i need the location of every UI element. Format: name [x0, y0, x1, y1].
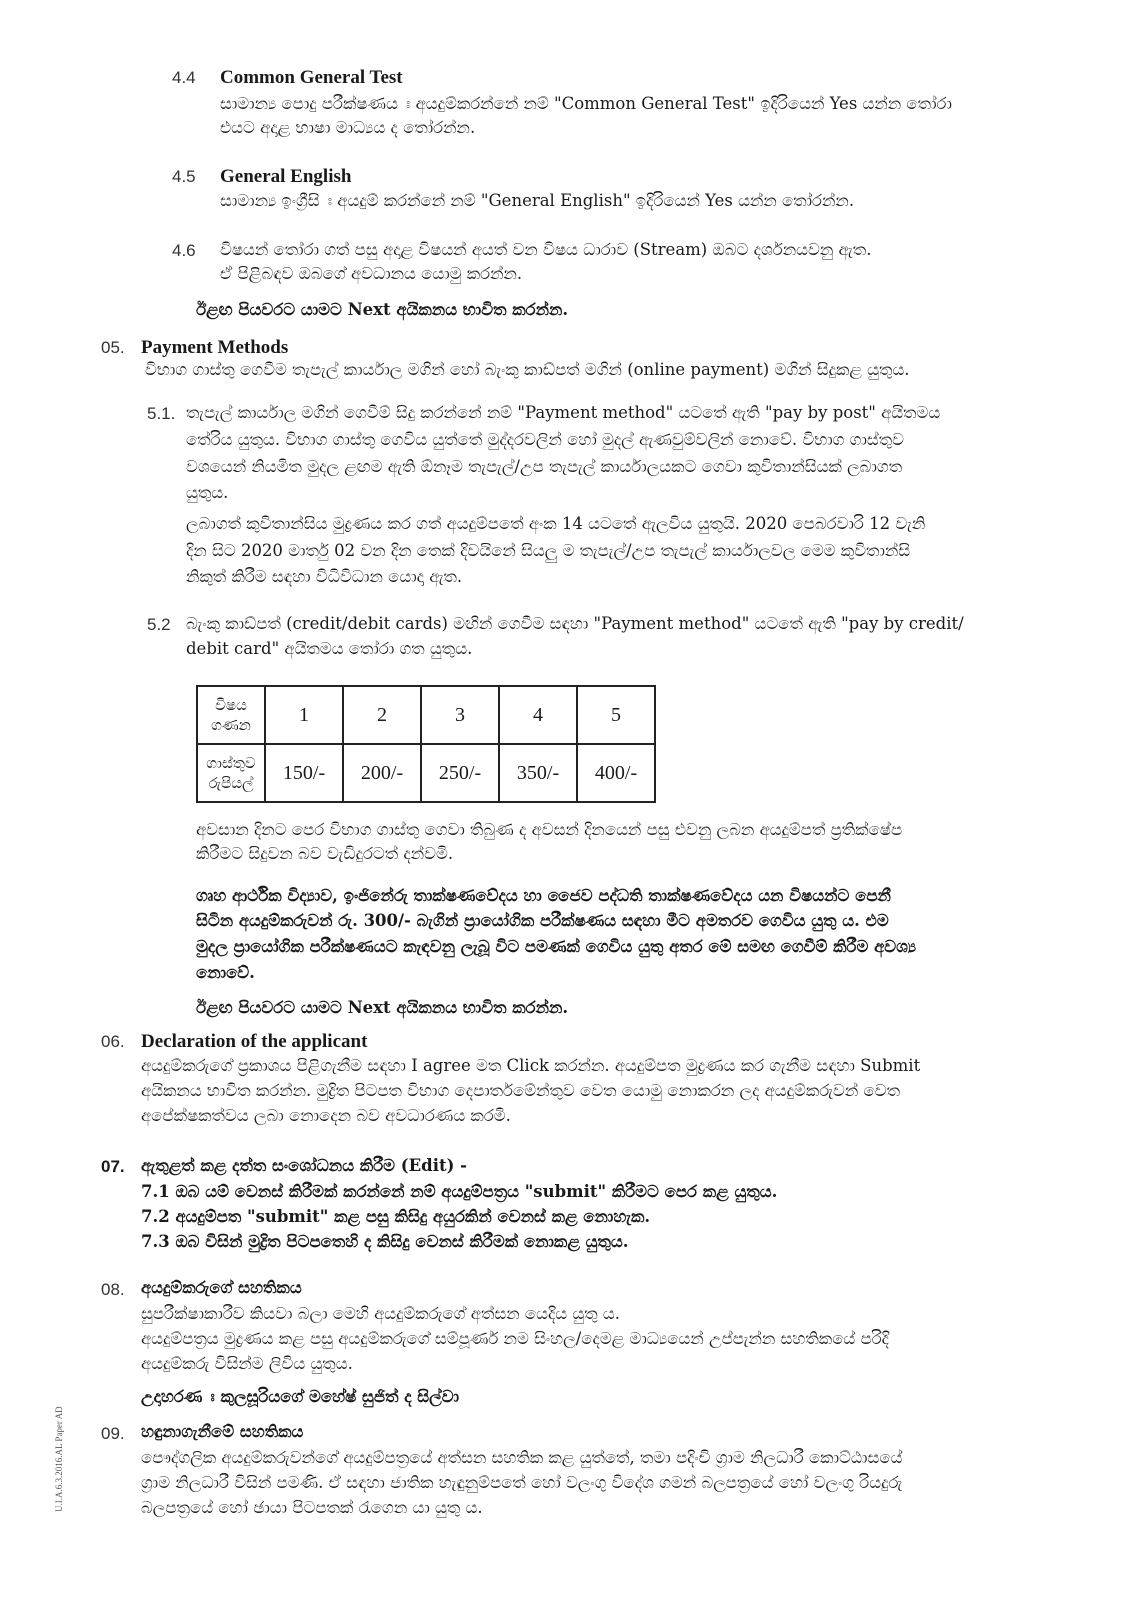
section-number: 4.6: [172, 241, 196, 260]
paragraph-line: තේරිය යුතුය. විභාග ගාස්තු ගෙවිය යුත්තේ මුද්දරවලින් හෝ මුදල් ඇණවුම්වලින් නොවේ. විභාග ගාස්තුව: [186, 430, 905, 449]
paragraph-line: තැපැල් කාර්යාල මගින් ගෙවීම් සිදු කරන්නේ නම් "Payment method" යටතේ ඇති "pay by post" අයිතමය: [186, 403, 941, 422]
paragraph-line: සාමාන්‍ය ඉංග්‍රීසි ඃ අයදුම් කරන්නේ නම් "General English" ඉදිරියෙන් Yes යන්න තෝරන්න.: [220, 191, 855, 210]
section-title: Payment Methods: [141, 337, 289, 358]
table-cell: 250/-: [421, 744, 499, 802]
section-number: 4.4: [172, 68, 196, 87]
table-cell: 4: [499, 686, 577, 744]
paragraph-line: debit card" අයිතමය තෝරා ගත යුතුය.: [186, 639, 473, 658]
paragraph-line: විභාග ගාස්තු ගෙවීම තැපැල් කාර්යාල මගින් හෝ බැංකු කාඩ්පත් මගින් (online payment) මගින් සිදුකළ යුතුය.: [145, 360, 910, 379]
paragraph-line: දින සිට 2020 මාර්තු 02 වන දින තෙක් දිවයිනේ සියලු ම තැපැල්/උප තැපැල් කාර්යාලවල මෙම කුවිතාන්සි: [186, 541, 911, 560]
table-cell: 3: [421, 686, 499, 744]
table-row-label: විෂය ගණන: [197, 686, 265, 744]
section-number: 06.: [101, 1032, 125, 1051]
paragraph-line: අයදුම්කරුගේ ප්‍රකාශය පිළිගැනීම සඳහා I agree මත Click කරන්න. අයදුම්පත මුද්‍රණය කර ගැනීම සඳහා Submit: [141, 1056, 921, 1075]
table-cell: 150/-: [265, 744, 343, 802]
paragraph-line: බලපත්‍රයේ හෝ ඡායා පිටපතක් රැගෙන යා යුතු ය.: [141, 1498, 483, 1517]
paragraph-line: අපේක්ෂකත්වය ලබා නොදෙන බව අවධාරණය කරමි.: [141, 1106, 511, 1125]
paragraph-line: නොවේ.: [196, 963, 255, 982]
next-instruction: ඊළඟ පියවරට යාමට Next අයිකනය භාවිත කරන්න.: [196, 998, 569, 1017]
section-title: ඇතුළත් කළ දත්ත සංශෝධනය කිරීම (Edit) -: [141, 1156, 467, 1175]
table-row-label: ගාස්තුව රුපියල්: [197, 744, 265, 802]
paragraph-line: සිටින අයදුම්කරුවන් රු. 300/- බැගින් ප්‍රායෝගික පරීක්ෂණය සඳහා මීට අමතරව ගෙවිය යුතු ය. එම: [196, 911, 889, 930]
paragraph-line: එයට අදාළ භාෂා මාධ්‍යය ද තෝරන්න.: [220, 118, 476, 137]
paragraph-line: ඒ පිළිබඳව ඔබගේ අවධානය යොමු කරන්න.: [220, 264, 523, 283]
section-title: Declaration of the applicant: [141, 1031, 368, 1052]
paragraph-line: අයදුම්පත්‍රය මුද්‍රණය කළ පසු අයදුම්කරුගේ සම්පූර්ණ නම සිංහල/දෙමළ මාධ්‍යයෙන් උප්පැන්න සහතිකයේ පරිදි: [141, 1329, 890, 1348]
list-item: 7.2 අයදුම්පත "submit" කළ පසු කිසිදු අයුරකින් වෙනස් කළ නොහැක.: [141, 1207, 651, 1226]
table-cell: 5: [577, 686, 655, 744]
paragraph-line: ගෘහ ආර්ථික විද්‍යාව, ඉංජිනේරු තාක්ෂණවේදය හා ජෛව පද්ධති තාක්ෂණවේදය යන විෂයන්ට පෙනී: [196, 886, 891, 905]
table-cell: 350/-: [499, 744, 577, 802]
next-instruction: ඊළඟ පියවරට යාමට Next අයිකනය භාවිත කරන්න.: [196, 300, 569, 319]
paragraph-line: ලබාගත් කුවිතාන්සිය මුද්‍රණය කර ගත් අයදුම්පතේ අංක 14 යටතේ ඇලවිය යුතුයි. 2020 පෙබරවාරි 12 වැනි: [186, 514, 926, 533]
paragraph-line: අයිකනය භාවිත කරන්න. මුද්‍රිත පිටපත විභාග දෙපාර්තමේන්තුව වෙත යොමු නොකරන ලද අයදුම්කරුවන් වෙත: [141, 1081, 901, 1100]
paragraph-line: බැංකු කාඩ්පත් (credit/debit cards) මඟින් ගෙවීම සඳහා "Payment method" යටතේ ඇති "pay by credit/: [186, 614, 964, 633]
document-code: U.I.A.6.3.2016.AL Paper AD: [54, 1406, 64, 1512]
section-title: Common General Test: [220, 67, 403, 88]
section-title: හඳුනාගැනීමේ සහතිකය: [141, 1422, 304, 1441]
paragraph-line: මුදල ප්‍රායෝගික පරීක්ෂණයට කැඳවනු ලැබූ විට පමණක් ගෙවිය යුතු අතර මේ සමඟ ගෙවීම් කිරීම අවශ්‍ය: [196, 937, 917, 956]
table-cell: 400/-: [577, 744, 655, 802]
paragraph-line: වශයෙන් නියමිත මුදල ළඟම ඇති ඕනෑම තැපැල්/උප තැපැල් කාර්යාලයකට ගෙවා කුවිතාන්සියක් ලබාගත: [186, 457, 903, 476]
section-number: 08.: [101, 1280, 125, 1299]
section-number: 07.: [101, 1157, 125, 1176]
section-number: 5.1.: [147, 404, 176, 423]
section-title: අයදුම්කරුගේ සහතිකය: [141, 1278, 302, 1297]
list-item: 7.1 ඔබ යම් වෙනස් කිරීමක් කරන්නේ නම් අයදුම්පත්‍රය "submit" කිරීමට පෙර කළ යුතුය.: [141, 1182, 778, 1201]
paragraph-line: අයදුම්කරු විසින්ම ලිවිය යුතුය.: [141, 1354, 353, 1373]
example-line: උදාහරණ ඃ කුලසූරියගේ මහේෂ් සුජිත් ද සිල්වා: [141, 1387, 460, 1406]
table-row: [197, 686, 655, 744]
paragraph-line: විෂයන් තෝරා ගත් පසු අදාළ විෂයන් අයත් වන විෂය ධාරාව (Stream) ඔබට දර්ශනයවනු ඇත.: [220, 240, 872, 259]
section-title: General English: [220, 166, 352, 187]
section-number: 05.: [101, 338, 125, 357]
paragraph-line: අවසාන දිනට පෙර විභාග ගාස්තු ගෙවා තිබුණ ද අවසන් දිනයෙන් පසු එවනු ලබන අයදුම්පත් ප්‍රතික්ෂේප: [196, 820, 903, 839]
paragraph-line: සුපරීක්ෂාකාරීව කියවා බලා මෙහි අයදුම්කරුගේ අත්සන යෙදිය යුතු ය.: [141, 1304, 620, 1323]
section-number: 5.2: [147, 615, 171, 634]
paragraph-line: නිකුත් කිරීම සඳහා විධිවිධාන යොදා ඇත.: [186, 567, 463, 586]
paragraph-line: පෞද්ගලික අයදුම්කරුවන්ගේ අයදුම්පත්‍රයේ අත්සන සහතික කළ යුත්තේ, තමා පදිංචි ග්‍රාම නිලධාරී කොට්ඨාසයේ: [141, 1448, 903, 1467]
table-cell: 2: [343, 686, 421, 744]
fee-table: [196, 685, 656, 803]
paragraph-line: සාමාන්‍ය පොදු පරීක්ෂණය ඃ අයදුම්කරන්නේ නම් "Common General Test" ඉදිරියෙන් Yes යන්න තෝරා: [220, 94, 952, 113]
table-cell: 200/-: [343, 744, 421, 802]
paragraph-line: ග්‍රාම නිලධාරී විසින් පමණි. ඒ සඳහා ජාතික හැඳුනුම්පතේ හෝ වලංගු විදේශ ගමන් බලපත්‍රයේ හෝ වලංගු රියදුරු: [141, 1473, 903, 1492]
table-row: [197, 744, 655, 802]
table-cell: 1: [265, 686, 343, 744]
paragraph-line: යුතුය.: [186, 483, 229, 502]
section-number: 4.5: [172, 167, 196, 186]
section-number: 09.: [101, 1424, 125, 1443]
list-item: 7.3 ඔබ විසින් මුද්‍රිත පිටපතෙහි ද කිසිදු වෙනස් කිරීමක් නොකළ යුතුය.: [141, 1232, 629, 1251]
paragraph-line: කිරීමට සිදුවන බව වැඩිදුරටත් දන්වමි.: [196, 844, 454, 863]
